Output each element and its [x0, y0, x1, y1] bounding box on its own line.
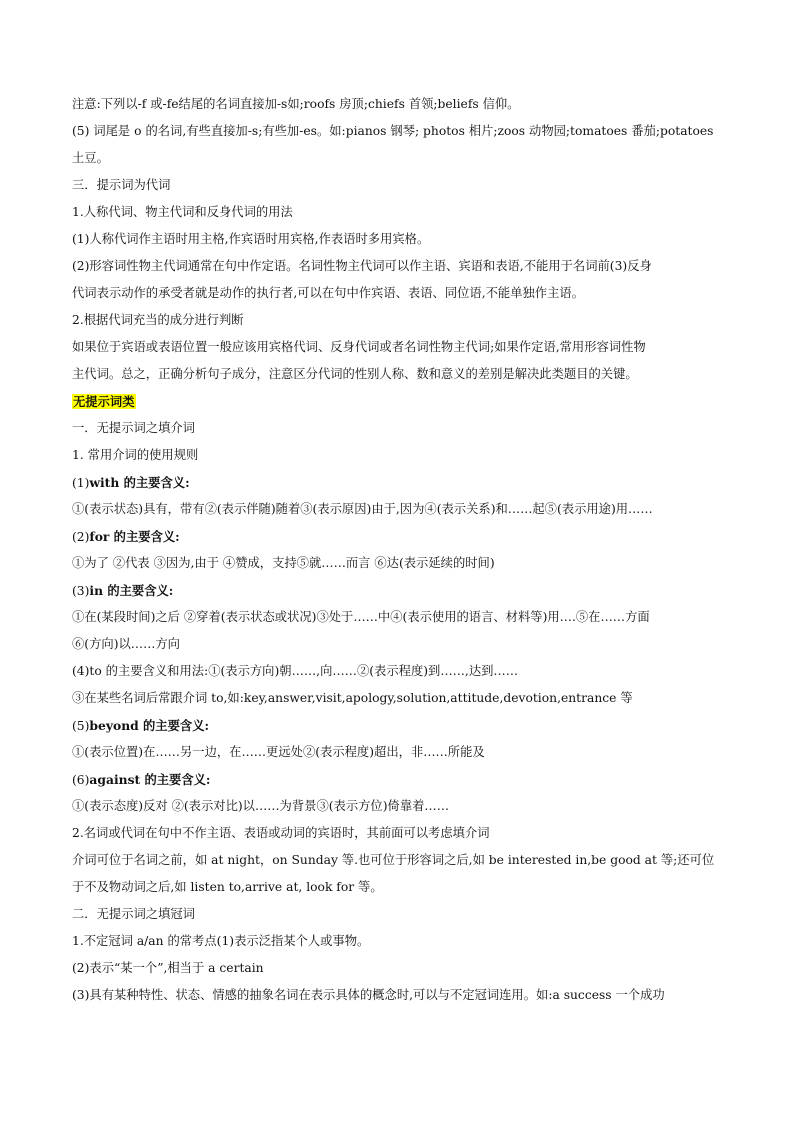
text-line: 代词表示动作的承受者就是动作的执行者,可以在句中作宾语、表语、同位语,不能单独作主语。 [72, 286, 584, 300]
prep-against-label: against 的主要含义: [89, 772, 211, 787]
prep-heading-with [72, 469, 724, 496]
text-line: 土豆。 [72, 151, 109, 165]
highlighted-heading: 无提示词类 [73, 394, 135, 409]
highlight-heading-line [72, 388, 724, 415]
subheading: 1.人称代词、物主代词和反身代词的用法 [72, 205, 293, 219]
prep-heading-for [72, 523, 724, 550]
text-line: (2)形容词性物主代词通常在句中作定语。名词性物主代词可以作主语、宾语和表语,不能用于名词前(3)反身 [72, 259, 652, 273]
prep-heading-against [72, 766, 724, 793]
prep-to-label: to 的主要含义和用法:①(表示方向)朝……,向……②(表示程度)到……,达到…… [89, 664, 519, 678]
text-line: ①为了 ②代表 ③因为,由于 ④赞成，支持⑤就……而言 ⑥达(表示延续的时间) [72, 556, 495, 570]
prep-in-label: in 的主要含义: [89, 583, 174, 598]
item-number: (1) [72, 476, 90, 490]
prep-with-label: with 的主要含义: [89, 475, 190, 490]
subheading: 2.根据代词充当的成分进行判断 [72, 313, 244, 327]
text-line: 注意:下列以-f 或-fe结尾的名词直接加-s如;roofs 房顶;chiefs 首领;beliefs 信仰。 [72, 97, 520, 111]
text-line: ①(表示位置)在……另一边，在……更远处②(表示程度)超出，非……所能及 [72, 745, 485, 759]
item-number: (2) [72, 530, 90, 544]
text-line: 介词可位于名词之前，如 at night，on Sunday 等.也可位于形容词之后,如 be interested in,be good at 等;还可位 [72, 853, 715, 867]
item-number: (5) [72, 719, 90, 733]
text-line: ①(表示态度)反对 ②(表示对比)以……为背景③(表示方位)倚靠着…… [72, 799, 450, 813]
item-number: (4) [72, 664, 90, 678]
text-line: ①(表示状态)具有，带有②(表示伴随)随着③(表示原因)由于,因为④(表示关系)和……起⑤(表示用途)用…… [72, 502, 653, 516]
prep-beyond-label: beyond 的主要含义: [89, 718, 210, 733]
text-line: ③在某些名词后常跟介词 to,如:key,answer,visit,apology,solution,attitude,devotion,entrance 等 [72, 691, 633, 705]
text-line: (1)人称代词作主语时用主格,作宾语时用宾格,作表语时多用宾格。 [72, 232, 430, 246]
text-line: 于不及物动词之后,如 listen to,arrive at, look for 等。 [72, 880, 383, 894]
text-line: 如果位于宾语或表语位置一般应该用宾格代词、反身代词或者名词性物主代词;如果作定语,常用形容词性物 [72, 340, 646, 354]
text-line: 主代词。总之，正确分析句子成分，注意区分代词的性别人称、数和意义的差别是解决此类题目的关键。 [72, 367, 638, 381]
document-page [72, 91, 724, 1009]
text-line: (2)表示“某一个”,相当于 a certain [72, 961, 264, 975]
text-line: ①在(某段时间)之后 ②穿着(表示状态或状况)③处于……中④(表示使用的语言、材料等)用….⑤在……方面 [72, 610, 650, 624]
text-line: ⑥(方向)以……方向 [72, 637, 180, 651]
section-heading: 三．提示词为代词 [72, 178, 171, 192]
item-number: (3) [72, 584, 90, 598]
item-number: (6) [72, 773, 90, 787]
section-heading: 一．无提示词之填介词 [72, 421, 195, 435]
prep-for-label: for 的主要含义: [89, 529, 180, 544]
section-heading: 二．无提示词之填冠词 [72, 907, 195, 921]
subheading: 1. 常用介词的使用规则 [72, 448, 199, 462]
prep-heading-beyond [72, 712, 724, 739]
prep-heading-in [72, 577, 724, 604]
subheading: 2.名词或代词在句中不作主语、表语或动词的宾语时，其前面可以考虑填介词 [72, 826, 490, 840]
text-line: (3)具有某种特性、状态、情感的抽象名词在表示具体的概念时,可以与不定冠词连用。如:a success 一个成功 [72, 988, 665, 1002]
text-line: 1.不定冠词 a/an 的常考点(1)表示泛指某个人或事物。 [72, 934, 370, 948]
prep-heading-to [72, 658, 724, 685]
text-line: (5) 词尾是 o 的名词,有些直接加-s;有些加-es。如:pianos 钢琴; photos 相片;zoos 动物园;tomatoes 番茄;potatoes [72, 124, 714, 138]
